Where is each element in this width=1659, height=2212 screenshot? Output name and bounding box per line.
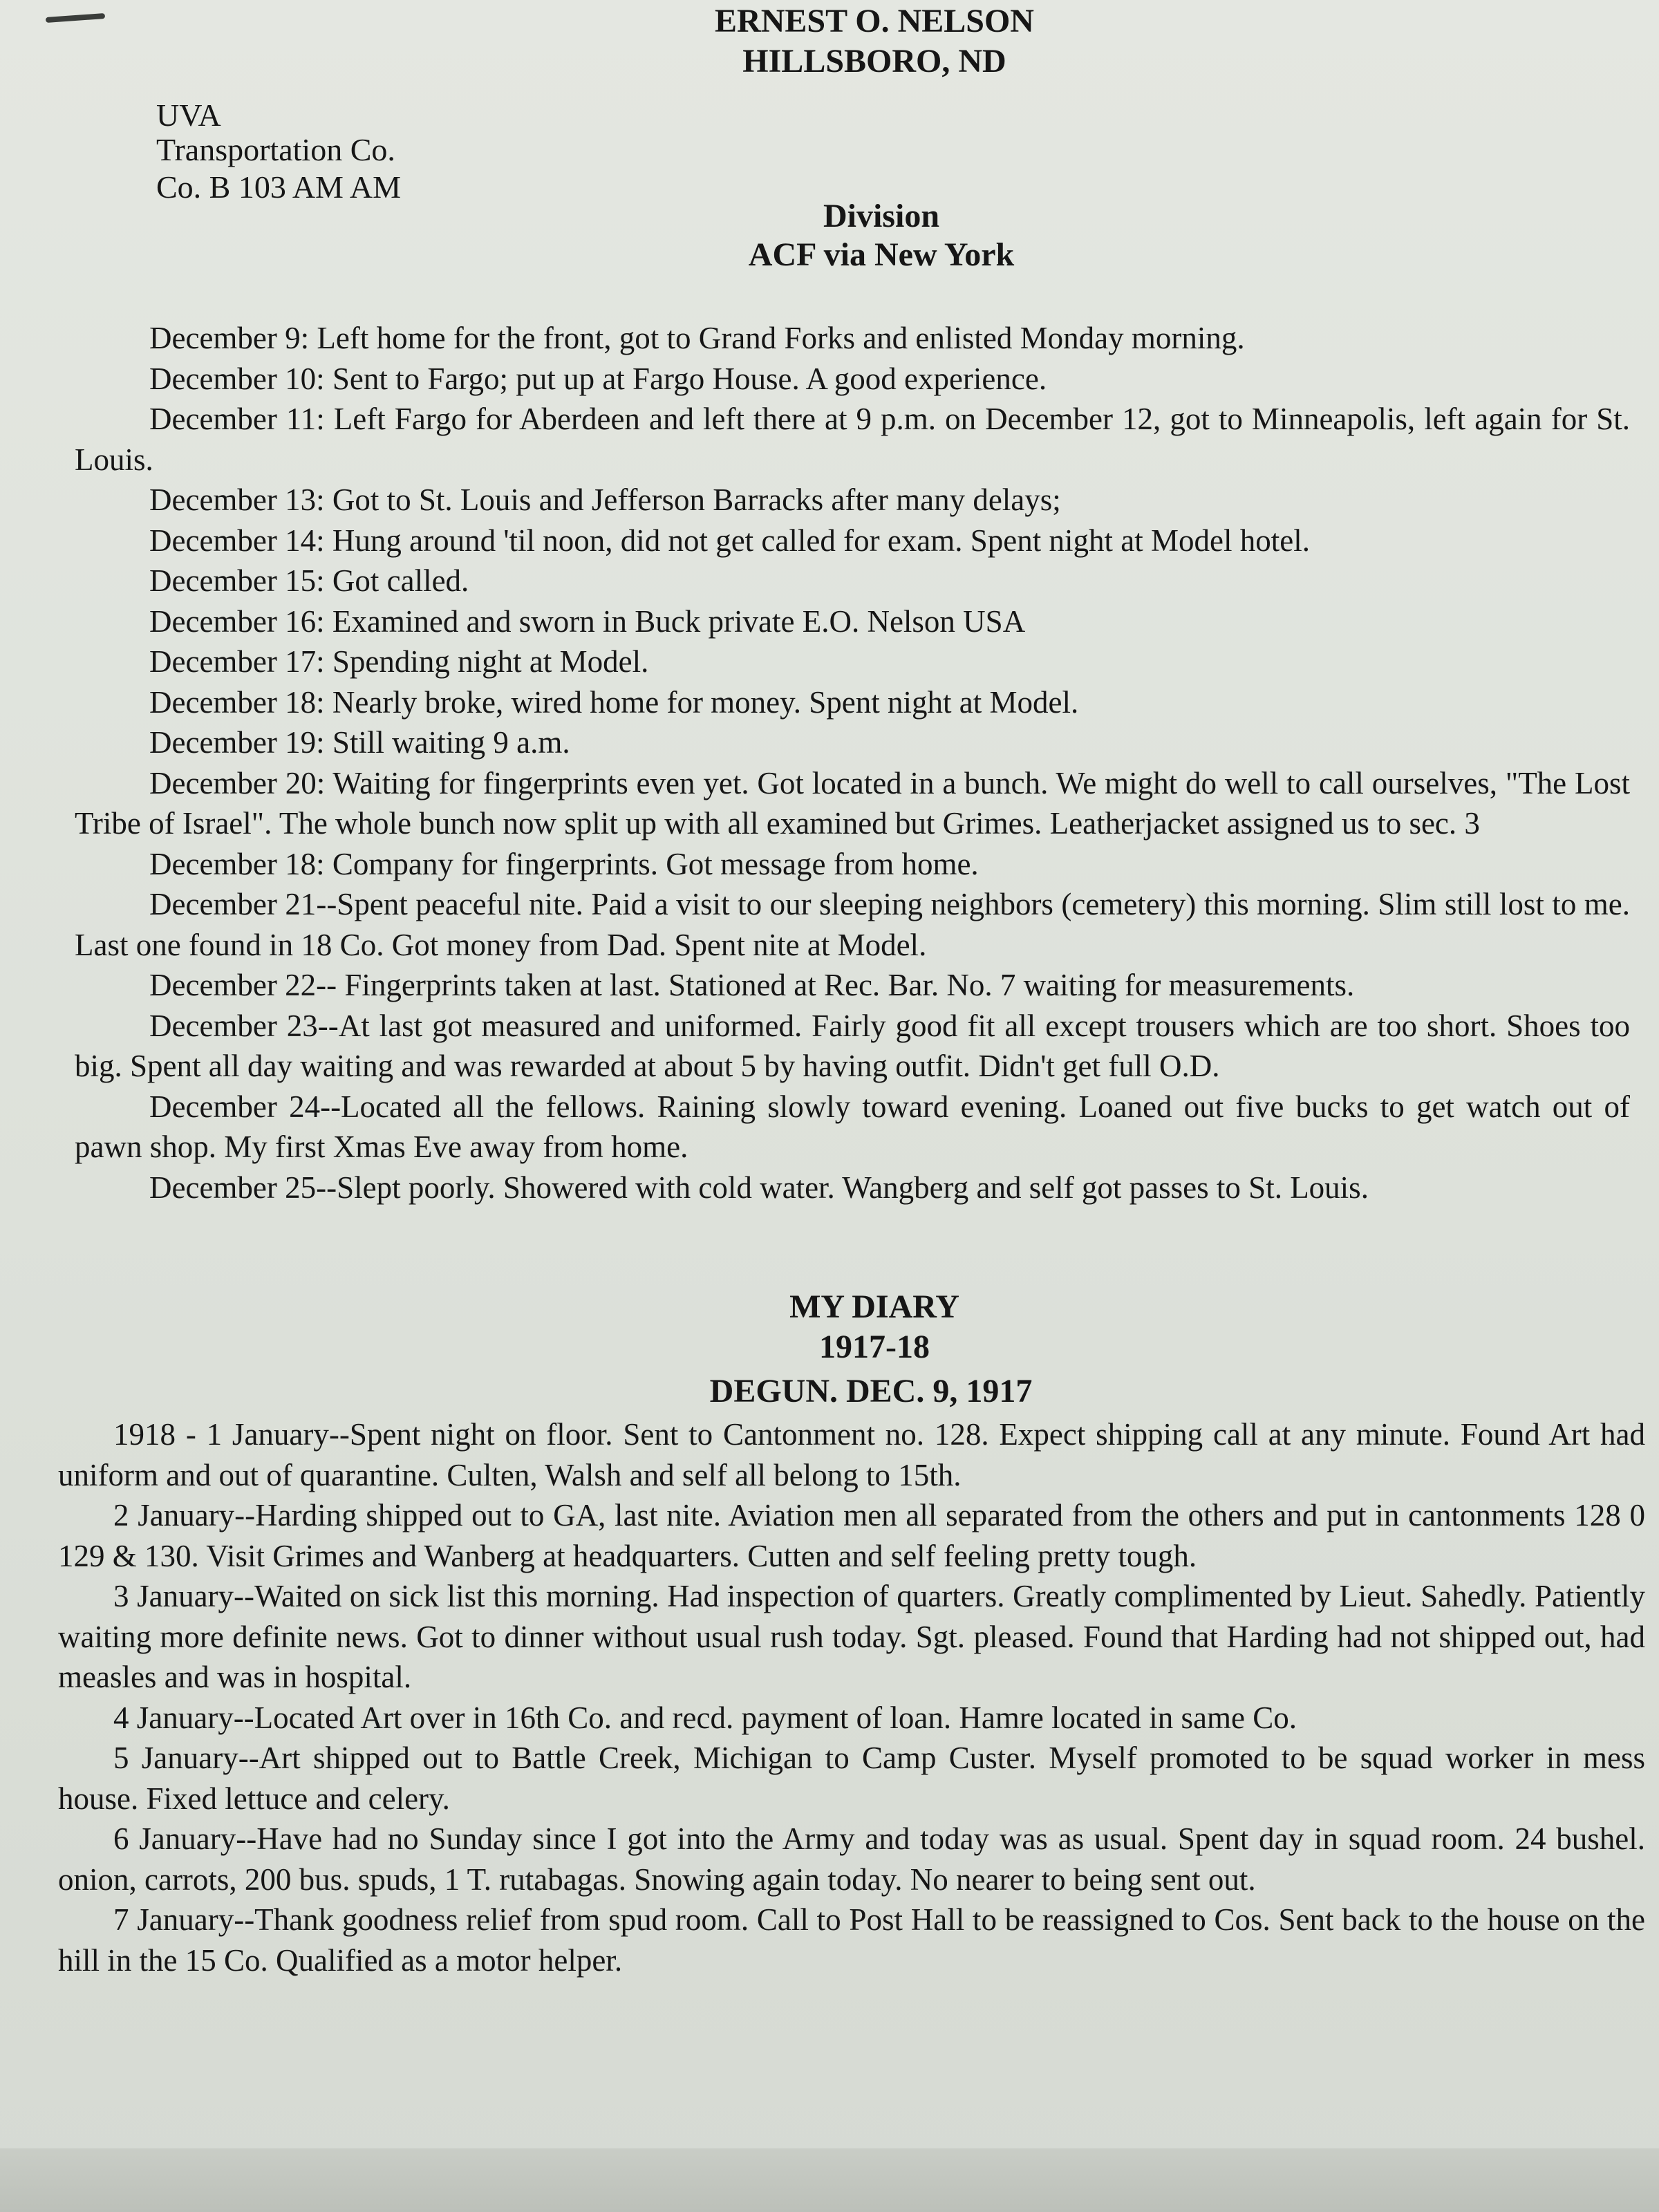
unit-line: Transportation Co. <box>156 132 395 167</box>
unit-line: UVA <box>156 97 221 133</box>
diary-entry: December 11: Left Fargo for Aberdeen and left there at 9 p.m. on December 12, got to Minneapolis, left again for St. Louis. <box>75 402 1630 477</box>
diary-entry: 3 January--Waited on sick list this morning. Had inspection of quarters. Greatly complimented by Lieut. Sahedly. Patiently waiting more definite news. Got to dinner without usual rush today. Sgt. pleased. Found that Harding had not shipped out, had measles and was in hospital. <box>58 1579 1645 1694</box>
diary-entry: December 18: Nearly broke, wired home for money. Spent night at Model. <box>149 684 1079 720</box>
diary-entry: December 19: Still waiting 9 a.m. <box>149 725 570 760</box>
diary-entry: December 23--At last got measured and uniformed. Fairly good fit all except trousers which are too short. Shoes too big. Spent all day waiting and was rewarded at about 5 by having outfit. Didn't get full O.D. <box>75 1008 1630 1083</box>
diary-entry: December 9: Left home for the front, got to Grand Forks and enlisted Monday morning. <box>149 321 1245 355</box>
author-place: HILLSBORO, ND <box>742 43 1006 79</box>
diary-entry: December 18: Company for fingerprints. Got message from home. <box>149 846 979 881</box>
diary-entry: 2 January--Harding shipped out to GA, last nite. Aviation men all separated from the others and put in cantonments 128 0 129 & 130. Visit Grimes and Wanberg at headquarters. Cutten and self feeling pretty tough. <box>58 1498 1645 1573</box>
entries-1918 <box>58 1414 1645 1980</box>
diary-entry: 1918 - 1 January--Spent night on floor. Sent to Cantonment no. 128. Expect shipping call at any minute. Found Art had uniform and out of quarantine. Culten, Walsh and self all belong to 15th. <box>58 1417 1645 1492</box>
diary-entry: 4 January--Located Art over in 16th Co. and recd. payment of loan. Hamre located in same Co. <box>113 1700 1297 1735</box>
diary-entry: December 13: Got to St. Louis and Jefferson Barracks after many delays; <box>149 482 1061 517</box>
page-bottom-edge <box>0 2148 1659 2212</box>
diary-entry: December 10: Sent to Fargo; put up at Fargo House. A good experience. <box>149 361 1047 396</box>
diary-entry: December 24--Located all the fellows. Raining slowly toward evening. Loaned out five bucks to get watch out of pawn shop. My first Xmas Eve away from home. <box>75 1089 1630 1164</box>
diary-begun-date: DEGUN. DEC. 9, 1917 <box>709 1373 1033 1409</box>
diary-title: MY DIARY <box>789 1288 959 1325</box>
diary-entry: December 17: Spending night at Model. <box>149 644 649 679</box>
author-name: ERNEST O. NELSON <box>715 3 1034 39</box>
diary-entry: December 16: Examined and sworn in Buck private E.O. Nelson USA <box>149 603 1026 639</box>
diary-years: 1917-18 <box>819 1329 930 1365</box>
diary-entry: 6 January--Have had no Sunday since I got into the Army and today was as usual. Spent day in squad room. 24 bushel. onion, carrots, 200 bus. spuds, 1 T. rutabagas. Snowing again today. No nearer to being sent out. <box>58 1821 1645 1897</box>
diary-entry: 5 January--Art shipped out to Battle Creek, Michigan to Camp Custer. Myself promoted to be squad worker in mess house. Fixed lettuce and celery. <box>58 1741 1645 1816</box>
diary-entry: December 22-- Fingerprints taken at last. Stationed at Rec. Bar. No. 7 waiting for measurements. <box>149 968 1355 1002</box>
entries-1917 <box>75 318 1630 1208</box>
diary-entry: December 25--Slept poorly. Showered with cold water. Wangberg and self got passes to St. Louis. <box>149 1170 1369 1205</box>
division-heading: Division <box>823 198 940 234</box>
diary-entry: 7 January--Thank goodness relief from spud room. Call to Post Hall to be reassigned to Cos. Sent back to the house on the hill in the 15 Co. Qualified as a motor helper. <box>58 1902 1645 1978</box>
unit-line: Co. B 103 AM AM <box>156 169 402 205</box>
route-heading: ACF via New York <box>748 236 1015 273</box>
diary-entry: December 15: Got called. <box>149 563 469 598</box>
diary-entry: December 21--Spent peaceful nite. Paid a visit to our sleeping neighbors (cemetery) this morning. Slim still lost to me. Last one found in 18 Co. Got money from Dad. Spent nite at Model. <box>75 887 1630 962</box>
diary-entry: December 20: Waiting for fingerprints even yet. Got located in a bunch. We might do well to call ourselves, "The Lost Tribe of Israel". The whole bunch now split up with all examined but Grimes. Leatherjacket assigned us to sec. 3 <box>75 765 1630 841</box>
diary-entry: December 14: Hung around 'til noon, did not get called for exam. Spent night at Model hotel. <box>149 523 1310 558</box>
